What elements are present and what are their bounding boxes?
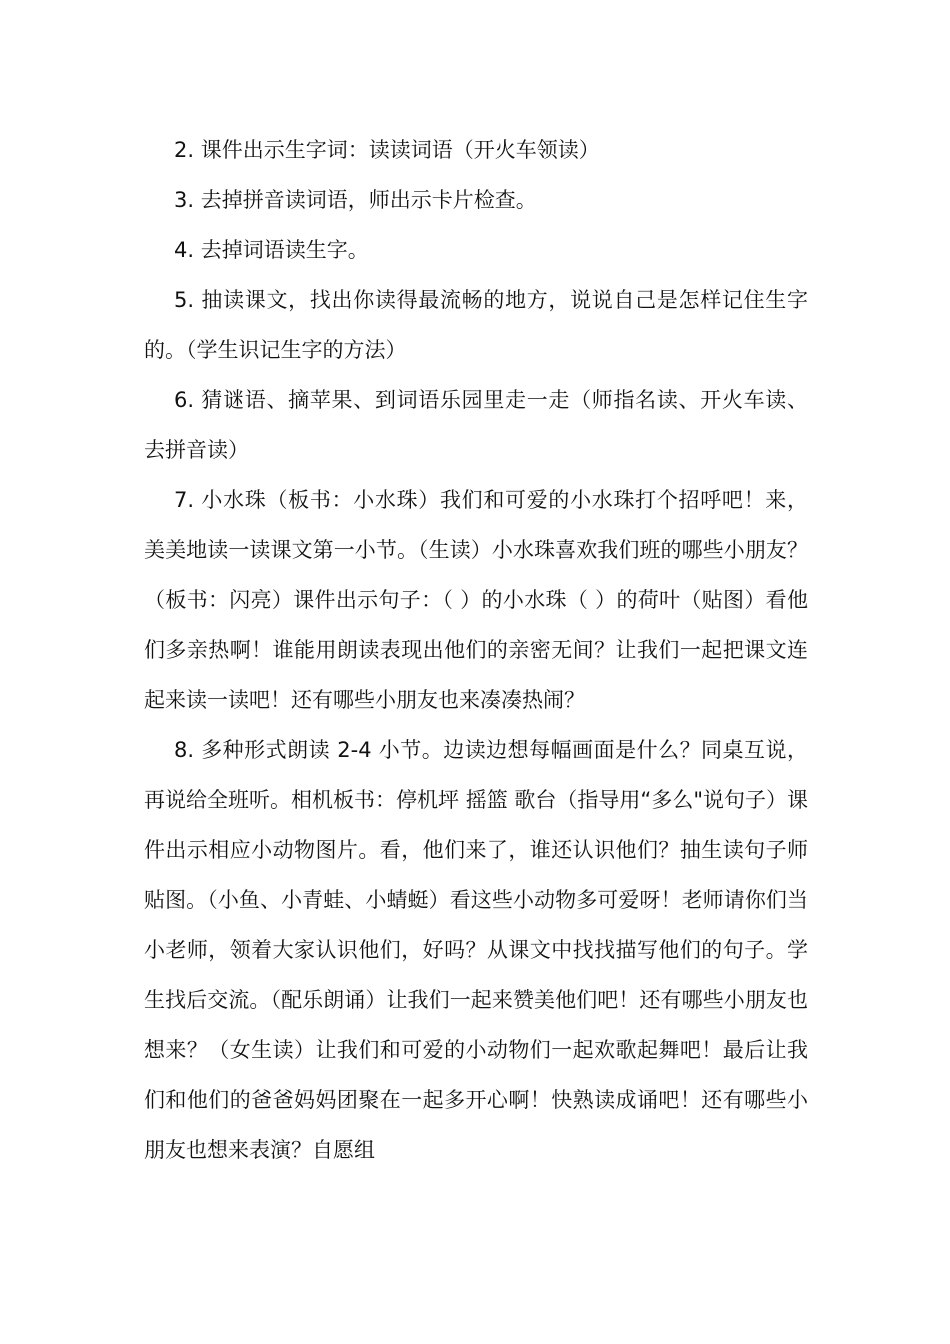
document-body	[144, 125, 808, 1175]
paragraph-step-7: 7. 小水珠（板书：小水珠）我们和可爱的小水珠打个招呼吧！来，美美地读一读课文第一小节。（生读）小水珠喜欢我们班的哪些小朋友？（板书：闪亮）课件出示句子：（ ）的小水珠（ ）的荷叶（贴图）看他们多亲热啊！谁能用朗读表现出他们的亲密无间？让我们一起把课文连起来读一读吧！还有哪些小朋友也来凑凑热闹？	[144, 488, 808, 712]
paragraph-step-2: 2. 课件出示生字词：读读词语（开火车领读）	[174, 138, 600, 162]
paragraph-step-8: 8. 多种形式朗读 2-4 小节。边读边想每幅画面是什么？同桌互说，再说给全班听。相机板书：停机坪 摇篮 歌台（指导用“多么"说句子）课件出示相应小动物图片。看，他们来了，谁还认识他们？抽生读句子师贴图。（小鱼、小青蛙、小蜻蜓）看这些小动物多可爱呀！老师请你们当小老师，领着大家认识他们，好吗？从课文中找找描写他们的句子。学生找后交流。（配乐朗诵）让我们一起来赞美他们吧！还有哪些小朋友也想来？（女生读）让我们和可爱的小动物们一起欢歌起舞吧！最后让我们和他们的爸爸妈妈团聚在一起多开心啊！快熟读成诵吧！还有哪些小朋友也想来表演？自愿组	[144, 738, 808, 1162]
paragraph-step-5: 5. 抽读课文，找出你读得最流畅的地方，说说自己是怎样记住生字的。（学生识记生字的方法）	[144, 288, 808, 362]
paragraph-step-3: 3. 去掉拼音读词语，师出示卡片检查。	[174, 188, 537, 212]
paragraph-step-6: 6. 猜谜语、摘苹果、到词语乐园里走一走（师指名读、开火车读、去拼音读）	[144, 388, 808, 462]
paragraph-step-4: 4. 去掉词语读生字。	[174, 238, 369, 262]
